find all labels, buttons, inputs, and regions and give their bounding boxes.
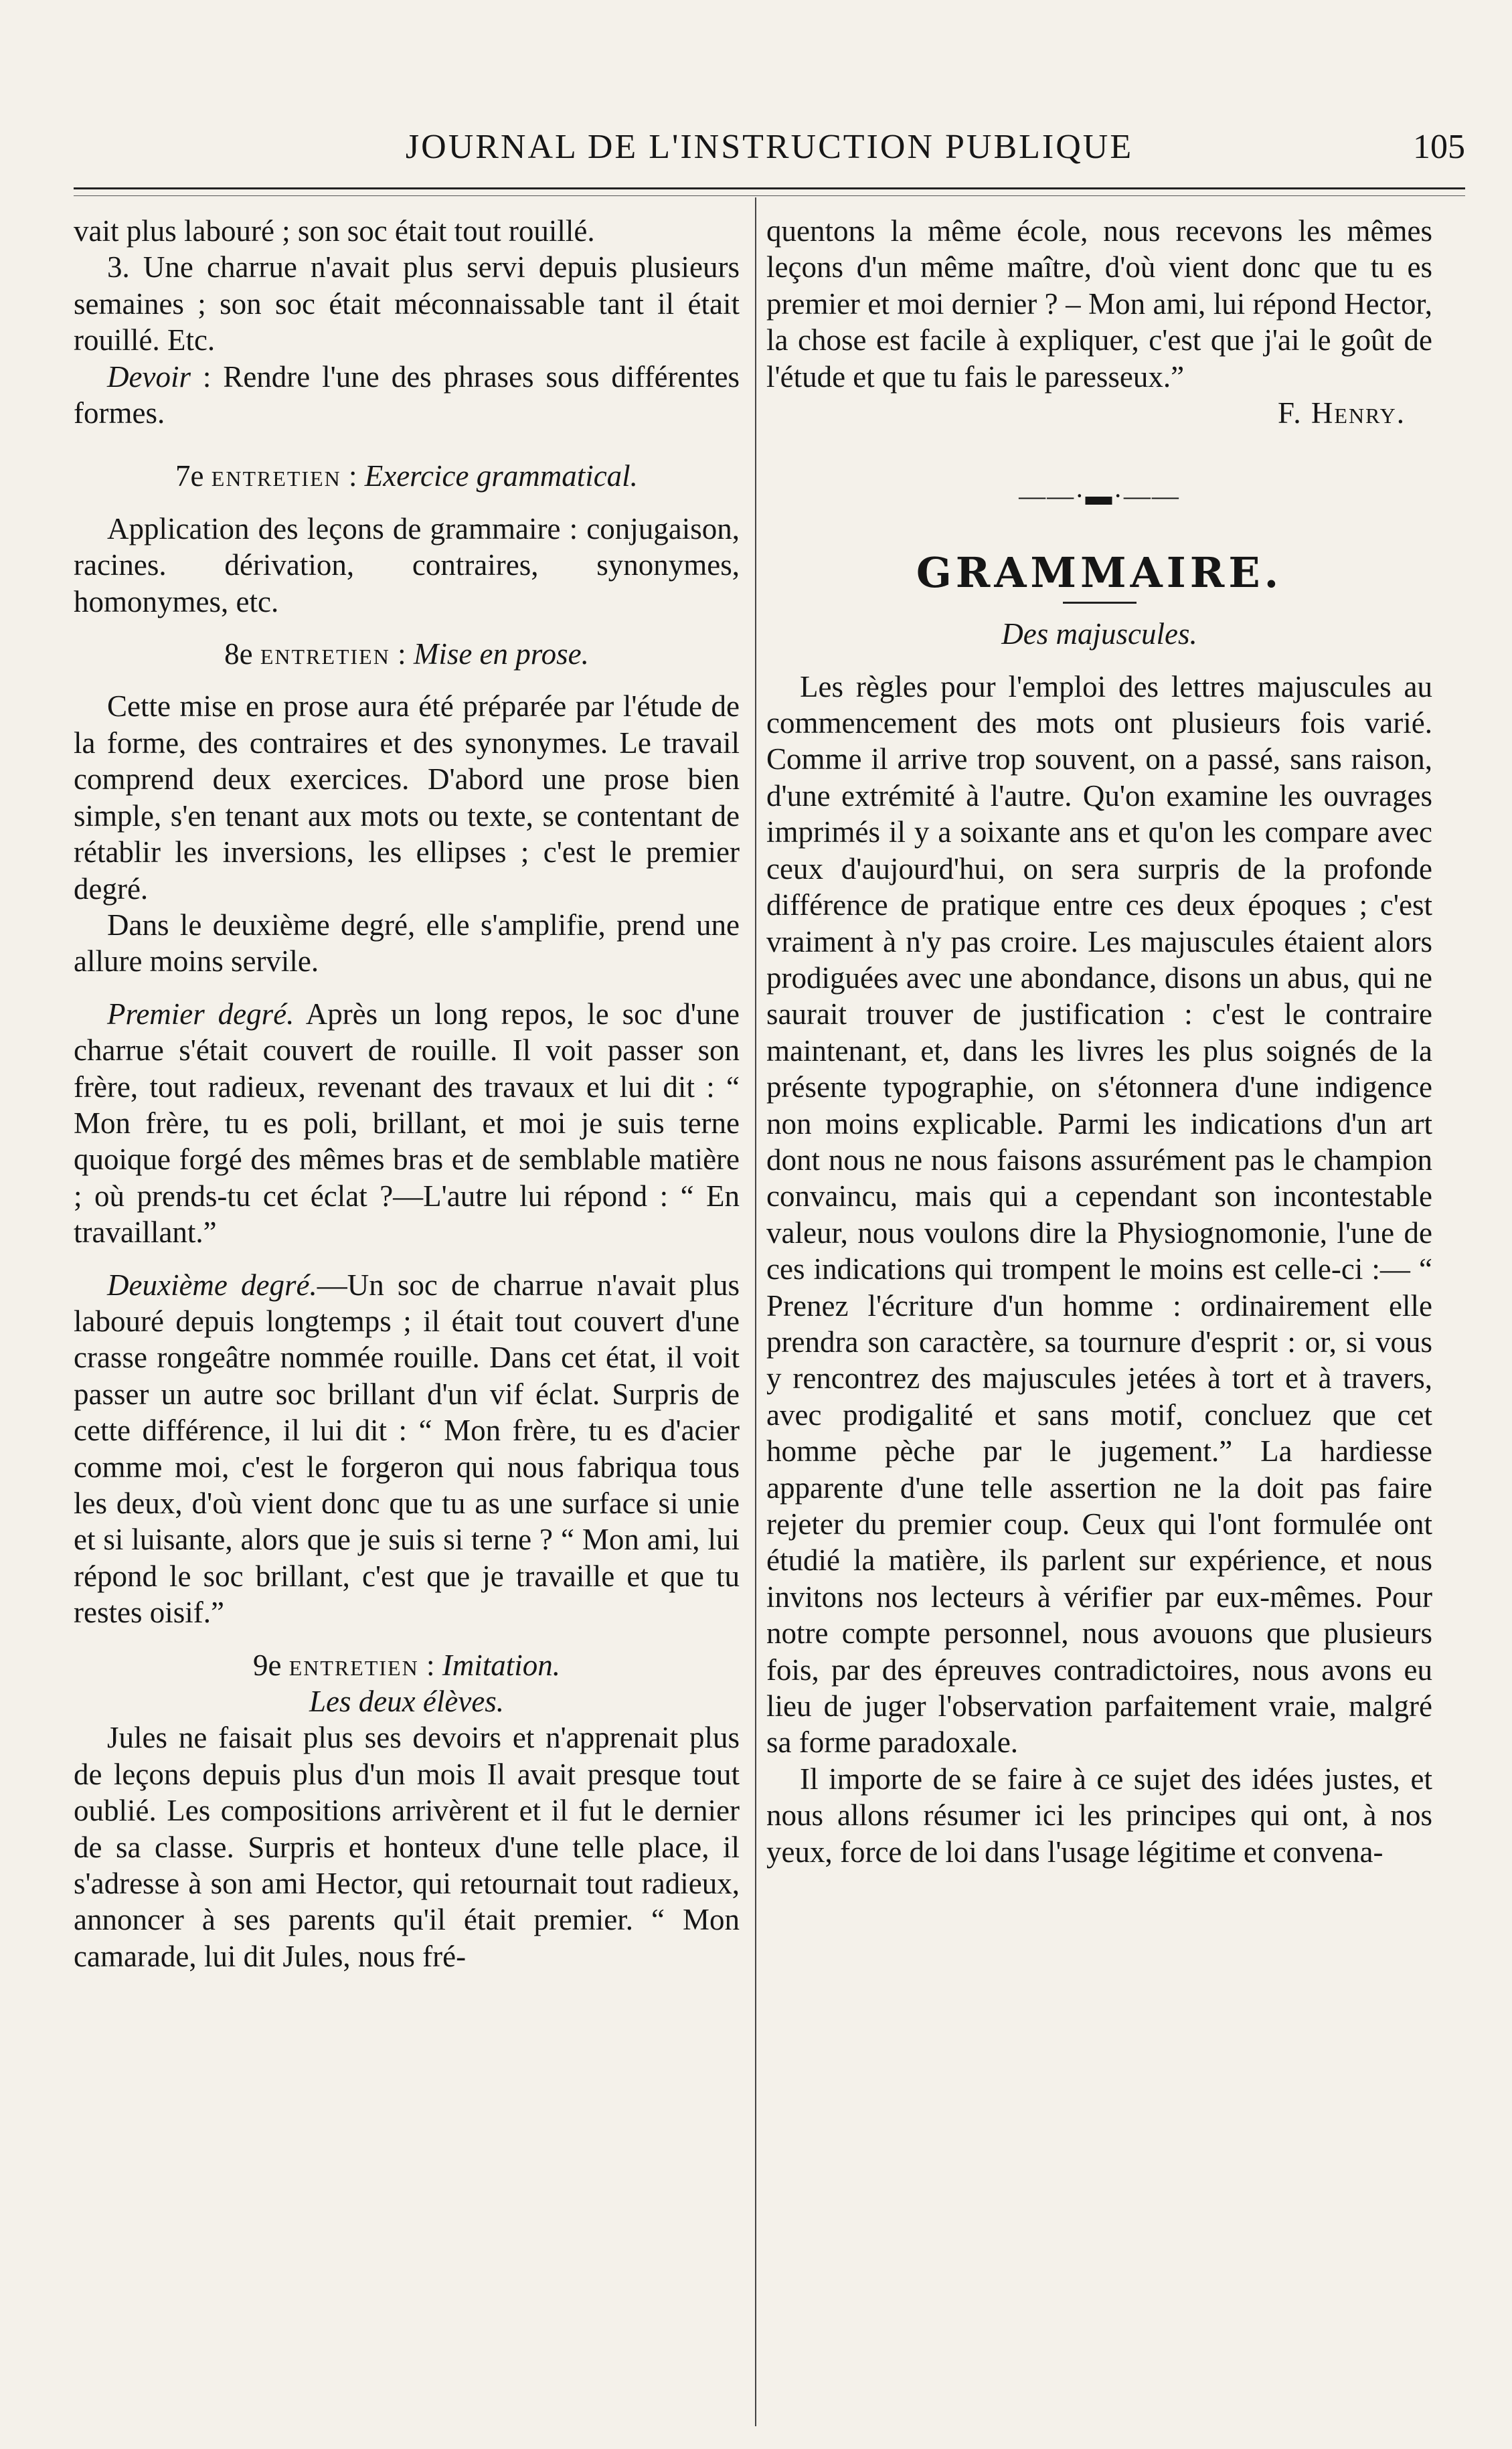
devoir-label: Devoir <box>107 359 191 394</box>
header-rule-thin <box>74 195 1465 196</box>
heading-sep: : <box>390 637 414 671</box>
paragraph: Jules ne faisait plus ses devoirs et n'apprenait plus de leçons depuis plus d'un mois Il avait presque tout oublié. Les compositions arrivèrent et il fut le dernier de sa classe. Surpris et honteux d'une telle place, il s'adresse à son ami Hector, qui retournait tout radieux, annoncer à ses parents qu'il était premier. “ Mon camarade, lui dit Jules, nous fré- <box>74 1721 740 1973</box>
column-divider <box>755 197 756 2426</box>
paragraph: Dans le deuxième degré, elle s'amplifie, prend une allure moins servile. <box>74 908 740 979</box>
heading-8e-entretien <box>74 636 740 672</box>
paragraph <box>74 1267 740 1631</box>
title-rule <box>1063 602 1137 604</box>
heading-label: entretien <box>260 637 390 671</box>
journal-title: JOURNAL DE L'INSTRUCTION PUBLIQUE <box>405 128 1134 166</box>
left-column <box>74 213 740 1974</box>
paragraph <box>74 996 740 1251</box>
page-number: 105 <box>1413 128 1465 166</box>
heading-sep: : <box>418 1648 442 1682</box>
header-rule <box>74 187 1465 189</box>
paragraph: Les règles pour l'emploi des lettres majuscules au commencement des mots ont plusieurs fois varié. Comme il arrive trop souvent, on a passé, sans raison, d'une extrémité à l'autre. Qu'on examine les ouvrages imprimés il y a soixante ans et qu'on les compare avec ceux d'aujourd'hui, on sera surpris de la profonde différence de pratique entre ces deux époques ; c'est vraiment à n'y pas croire. Les majuscules étaient alors prodiguées avec une abondance, disons un abus, qui ne saurait trouver de justification : c'est le contraire maintenant, et, dans les livres les plus soignés de la présente typographie, on s'étonnera d'une indigence non moins explicable. Parmi les indications d'un art dont nous ne nous faisons assurément pas le champion convaincu, mais qui a cependant son incontestable valeur, nous voulons dire la Physiognomonie, l'une de ces indications qui trompent le moins est celle-ci :— “ Prenez l'écriture d'un homme : ordinairement elle prendra son caractère, sa tournure d'esprit : or, si vous y rencontrez des majuscules jetées à tort et à travers, avec prodigalité et sans motif, concluez que cet homme pèche par le jugement.” La hardiesse apparente d'une telle assertion ne la doit pas faire rejeter du premier coup. Ceux qui l'ont formulée ont étudié la matière, ils parlent sur expérience, et nous invitons nos lecteurs à vérifier par eux-mêmes. Pour notre compte personnel, nous avouons que plusieurs fois, par des épreuves contradictoires, nous avons eu lieu de juger l'observation parfaitement vraie, malgré sa forme paradoxale. <box>766 669 1432 1760</box>
paragraph <box>74 359 740 432</box>
paragraph: Application des leçons de grammaire : conjugaison, racines. dérivation, contraires, synonymes, homonymes, etc. <box>74 511 740 618</box>
degree-text: Après un long repos, le soc d'une charrue s'était couvert de rouille. Il voit passer son frère, tout radieux, revenant des travaux et lui dit : “ Mon frère, tu es poli, brillant, et moi je suis terne quoique forgé des mêmes bras et de semblable matière ; où prends-tu cet éclat ?—L'autre lui répond : “ En travaillant.” <box>74 997 740 1250</box>
running-header <box>74 114 1465 187</box>
heading-number: 7e <box>175 459 212 493</box>
degree-label: Deuxième degré. <box>107 1268 317 1302</box>
heading-topic: Mise en prose. <box>413 637 589 671</box>
heading-label: entretien <box>211 459 341 493</box>
paragraph: vait plus labouré ; son soc était tout rouillé. <box>74 214 595 248</box>
heading-topic: Exercice grammatical. <box>364 459 638 493</box>
paragraph: 3. Une charrue n'avait plus servi depuis plusieurs semaines ; son soc était méconnaissable tant il était rouillé. Etc. <box>74 250 740 357</box>
heading-topic: Imitation. <box>442 1648 560 1682</box>
degree-label: Premier degré. <box>107 997 295 1031</box>
heading-number: 9e <box>253 1648 289 1682</box>
section-subtitle: Des majuscules. <box>1001 617 1197 651</box>
heading-number: 8e <box>224 637 260 671</box>
section-title: GRAMMAIRE. <box>916 547 1283 597</box>
devoir-text: : Rendre l'une des phrases sous différentes formes. <box>74 359 740 430</box>
degree-text: —Un soc de charrue n'avait plus labouré depuis longtemps ; il était tout couvert d'une crasse rongeâtre nommée rouille. Dans cet état, il voit passer un autre soc brillant d'un vif éclat. Surpris de cette différence, il lui dit : “ Mon frère, tu es d'acier comme moi, c'est le forgeron qui nous fabriqua tous les deux, d'où vient donc que tu as une surface si unie et si luisante, alors que je suis si terne ? “ Mon ami, lui répond le soc brillant, c'est que je travaille et que tu restes oisif.” <box>74 1268 740 1630</box>
paragraph: Il importe de se faire à ce sujet des idées justes, et nous allons résumer ici les principes qui ont, à nos yeux, force de loi dans l'usage légitime et convena- <box>766 1762 1432 1869</box>
heading-sep: : <box>341 459 365 493</box>
right-column <box>766 213 1432 1870</box>
ornament-divider: ——·▬·—— <box>1019 481 1180 511</box>
heading-7e-entretien <box>74 458 740 494</box>
paragraph: Cette mise en prose aura été préparée par l'étude de la forme, des contraires et des synonymes. Le travail comprend deux exercices. D'abord une prose bien simple, s'en tenant aux mots ou texte, se contentant de rétablir les inversions, les ellipses ; c'est le premier degré. <box>74 689 740 906</box>
signature: F. Henry. <box>1277 396 1406 430</box>
subheading: Les deux élèves. <box>309 1685 505 1719</box>
heading-9e-entretien <box>74 1647 740 1683</box>
paragraph: quentons la même école, nous recevons les mêmes leçons d'un même maître, d'où vient donc que tu es premier et moi dernier ? – Mon ami, lui répond Hector, la chose est facile à expliquer, c'est que j'ai le goût de l'étude et que tu fais le paresseux.” <box>766 214 1432 394</box>
heading-label: entretien <box>288 1648 419 1682</box>
